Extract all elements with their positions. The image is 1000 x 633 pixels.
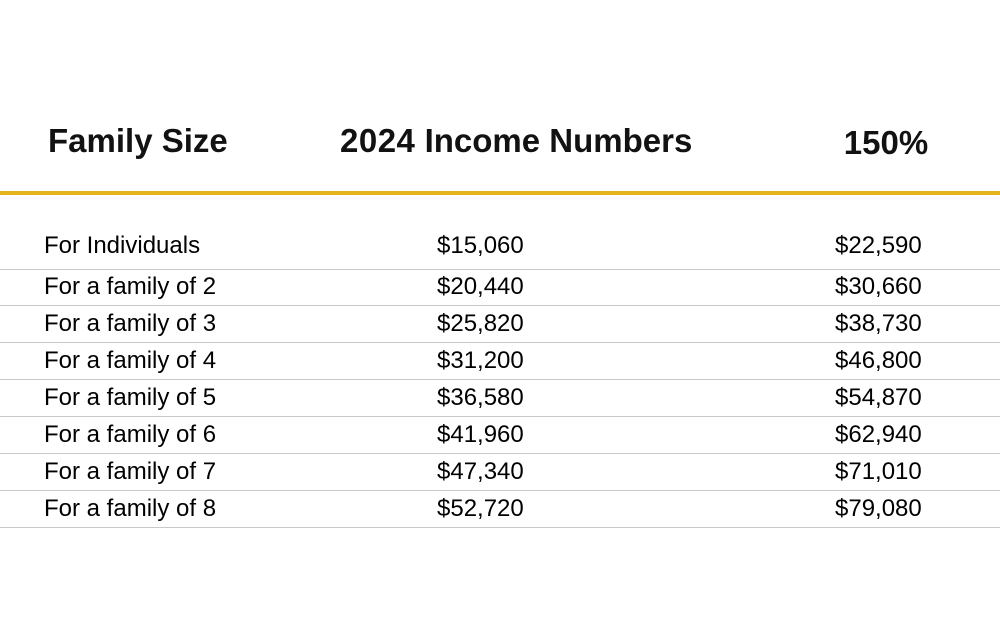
table-row: [0, 343, 1000, 380]
pct150-value-cell: $38,730: [835, 310, 922, 338]
col-header-family-size: Family Size: [48, 121, 228, 159]
family-size-cell: For a family of 8: [44, 494, 217, 522]
income-value-cell: $47,340: [437, 457, 524, 485]
income-value-cell: $36,580: [437, 384, 524, 412]
col-header-income-year: 2024: [340, 121, 416, 159]
pct150-value-cell: $79,080: [835, 494, 922, 522]
pct150-value-cell: $71,010: [835, 457, 922, 485]
family-size-cell: For a family of 2: [44, 273, 217, 301]
family-size-cell: For a family of 6: [44, 420, 217, 448]
income-value-cell: $15,060: [437, 232, 524, 260]
pct150-value-cell: $54,870: [835, 384, 922, 412]
table-row: [0, 454, 1000, 491]
family-size-cell: For a family of 7: [44, 457, 217, 485]
pct150-value-cell: $62,940: [835, 420, 922, 448]
table-row: [0, 306, 1000, 343]
income-value-cell: $52,720: [437, 494, 524, 522]
family-size-cell: For Individuals: [44, 232, 201, 260]
pct150-value-cell: $22,590: [835, 232, 922, 260]
income-value-cell: $31,200: [437, 347, 524, 375]
header-divider-line: [0, 191, 1000, 195]
family-size-cell: For a family of 4: [44, 347, 217, 375]
income-value-cell: $20,440: [437, 273, 524, 301]
income-value-cell: $25,820: [437, 310, 524, 338]
pct150-value-cell: $30,660: [835, 273, 922, 301]
table-header-row: [0, 0, 1000, 163]
col-header-income-rest: Income Numbers: [415, 121, 693, 159]
family-size-cell: For a family of 5: [44, 384, 217, 412]
income-value-cell: $41,960: [437, 420, 524, 448]
table-body: [0, 197, 1000, 528]
table-row: [0, 491, 1000, 528]
table-row: [0, 270, 1000, 307]
table-row: [0, 197, 1000, 270]
col-header-income: [340, 121, 693, 161]
col-header-150-percent: 150%: [843, 124, 929, 161]
table-row: [0, 380, 1000, 417]
table-row: [0, 417, 1000, 454]
pct150-value-cell: $46,800: [835, 347, 922, 375]
family-size-cell: For a family of 3: [44, 310, 217, 338]
